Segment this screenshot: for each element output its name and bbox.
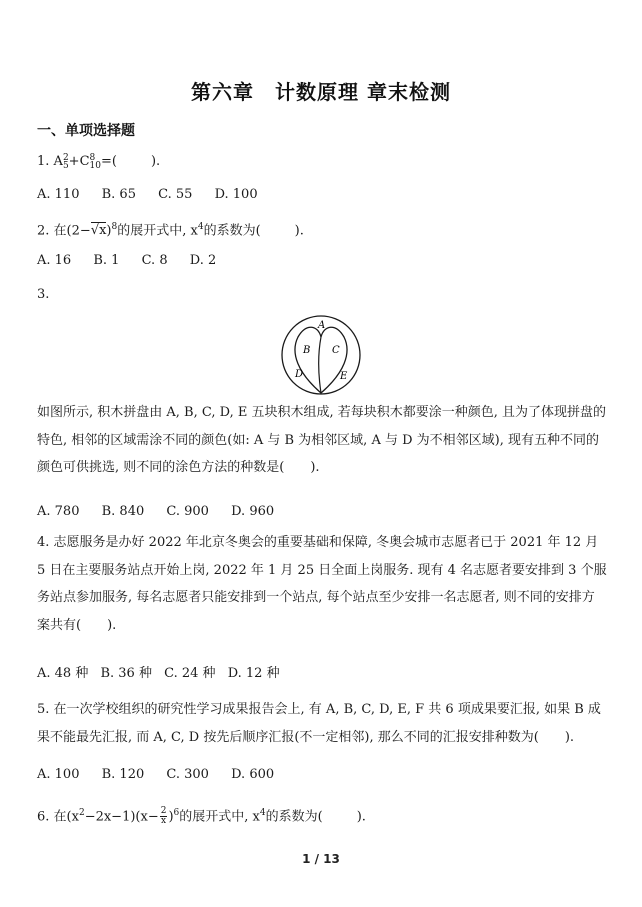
q1-expression: A 2 5 +C 8 10 =( [53,152,117,171]
page-title: 第六章 计数原理 章末检测 [191,80,451,104]
option: B. 1 [93,253,120,268]
option: A. 100 [37,767,80,782]
option: C. 8 [141,253,168,268]
option: B. 65 [101,187,136,202]
option: A. 110 [37,187,80,202]
option: D. 100 [214,187,258,202]
q3-options [37,503,292,521]
label-c: C [332,345,340,356]
question-6: 6. 在$(x^2-2x-1)(x-$ $\frac{2}{x}$ )$^6$的展开式中, $x^4$的系数为( ). [37,806,366,827]
option: C. 900 [166,504,209,519]
question-3-text: 如图所示, 积木拼盘由 A, B, C, D, E 五块积木组成, 若每块积木都要涂一种颜色, 且为了体现拼盘的特色, 相邻的区域需涂不同的颜色(如: A 与 B 为相邻区域, A 与 D 为不相邻区域), 现有五种不同的颜色可供挑选, 则不同的涂色方法的种数是( ). [37,405,606,475]
label-b: B [303,345,311,356]
puzzle-figure [278,313,364,397]
section-heading: 一、单项选择题 [37,123,135,139]
fraction: $\frac{2}{x}$ [160,806,167,827]
q1-options [37,186,276,204]
option: C. 300 [166,767,209,782]
label-e: E [340,371,348,382]
option: A. 780 [37,504,80,519]
option: D. 12 种 [227,666,280,681]
page-number: 1 / 13 [302,852,340,866]
q2-options [37,252,234,270]
option: A. 16 [37,253,72,268]
option: C. 55 [158,187,193,202]
q4-options [37,665,288,683]
question-3-number: 3. [37,287,50,302]
option: D. 2 [189,253,217,268]
label-a: A [318,320,326,331]
q5-options [37,766,292,784]
option: B. 120 [101,767,145,782]
option: D. 600 [231,767,275,782]
question-2: 2. 在$(2-√x)^8$的展开式中, $x^4$的系数为( ). [37,222,304,239]
option: C. 24 种 [164,666,216,681]
option: B. 36 种 [100,666,152,681]
label-d: D [295,369,304,380]
question-5-text: 5. 在一次学校组织的研究性学习成果报告会上, 有 A, B, C, D, E, F 共 6 项成果要汇报, 如果 B 成果不能最先汇报, 而 A, C, D 按先后顺序汇报(不一定相邻), 那么不同的汇报安排种数为( ). [37,702,601,745]
option: A. 48 种 [37,666,89,681]
question-1: 1. A 2 5 +C 8 10 =( ). [37,152,161,171]
option: D. 960 [231,504,275,519]
question-4-text: 4. 志愿服务是办好 2022 年北京冬奥会的重要基础和保障, 冬奥会城市志愿者已于 2021 年 12 月 5 日在主要服务站点开始上岗, 2022 年 1 月 25 日全面上岗服务. 现有 4 名志愿者要安排到 3 个服务站点参加服务, 每名志愿者只能安排到一个站点, 每个站点至少安排一名志愿者, 则不同的安排方案共有( ). [37,535,607,633]
option: B. 840 [101,504,145,519]
